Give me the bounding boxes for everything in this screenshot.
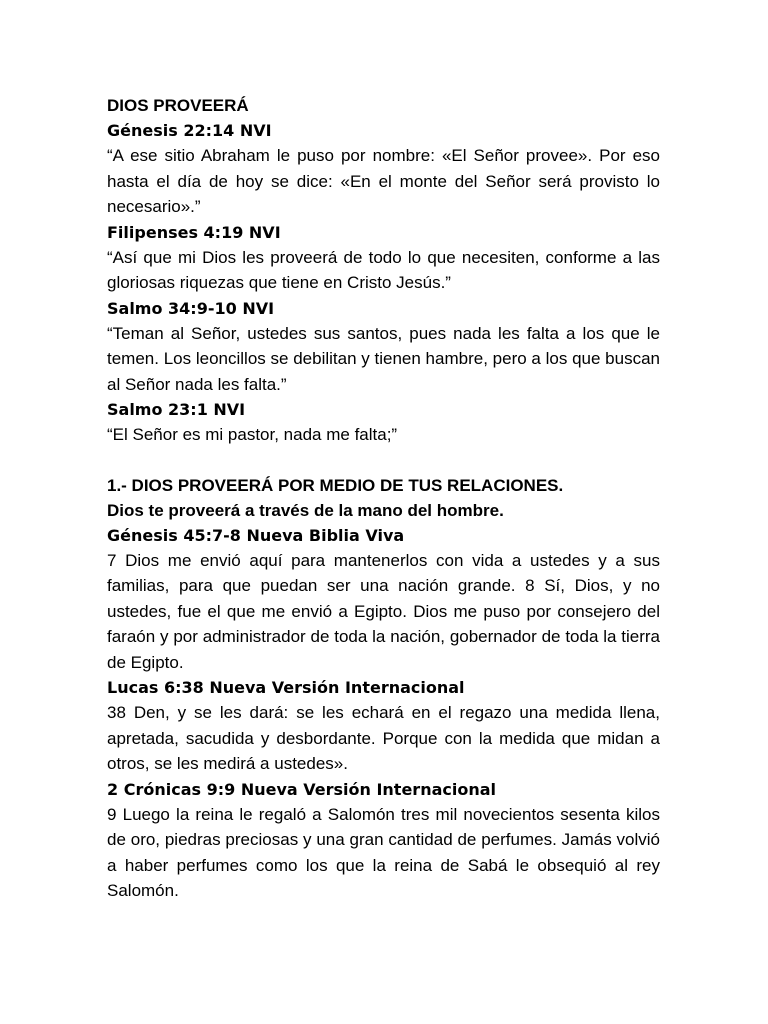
scripture-reference: 2 Crónicas 9:9 Nueva Versión Internacional <box>107 779 497 799</box>
document-page <box>107 93 660 904</box>
scripture-text: “Así que mi Dios les proveerá de todo lo que necesiten, conforme a las gloriosas riquezas que tiene en Cristo Jesús.” <box>107 247 660 292</box>
scripture-reference: Génesis 22:14 NVI <box>107 121 272 140</box>
scripture-reference: Génesis 45:7-8 Nueva Biblia Viva <box>107 525 405 545</box>
scripture-text: 38 Den, y se les dará: se les echará en el regazo una medida llena, apretada, sacudida y desbordante. Porque con la medida que midan a otros, se les medirá a ustedes». <box>107 703 660 773</box>
scripture-text: 7 Dios me envió aquí para mantenerlos con vida a ustedes y a sus familias, para que puedan ser una nación grande. 8 Sí, Dios, y no ustedes, fue el que me envió a Egipto. Dios me puso por consejero del faraón y por administrador de toda la nación, gobernador de toda la tierra de Egipto. <box>107 550 660 672</box>
blank-line <box>107 448 660 473</box>
section-heading: 1.- DIOS PROVEERÁ POR MEDIO DE TUS RELACIONES. <box>107 475 564 495</box>
scripture-reference: Salmo 23:1 NVI <box>107 400 246 419</box>
scripture-text: “A ese sitio Abraham le puso por nombre: «El Señor provee». Por eso hasta el día de hoy se dice: «En el monte del Señor será provisto lo necesario».” <box>107 146 660 216</box>
section-subheading: Dios te proveerá a través de la mano del hombre. <box>107 500 504 520</box>
scripture-reference: Filipenses 4:19 NVI <box>107 222 281 242</box>
scripture-reference: Salmo 34:9-10 NVI <box>107 298 275 318</box>
scripture-reference: Lucas 6:38 Nueva Versión Internacional <box>107 678 465 697</box>
document-title: DIOS PROVEERÁ <box>107 96 249 115</box>
scripture-text: 9 Luego la reina le regaló a Salomón tres mil novecientos sesenta kilos de oro, piedras preciosas y una gran cantidad de perfumes. Jamás volvió a haber perfumes como los que la reina de Sabá le obsequió al rey Salomón. <box>107 804 660 900</box>
scripture-text: “Teman al Señor, ustedes sus santos, pues nada les falta a los que le temen. Los leoncillos se debilitan y tienen hambre, pero a los que buscan al Señor nada les falta.” <box>107 323 660 394</box>
scripture-text: “El Señor es mi pastor, nada me falta;” <box>107 425 398 444</box>
